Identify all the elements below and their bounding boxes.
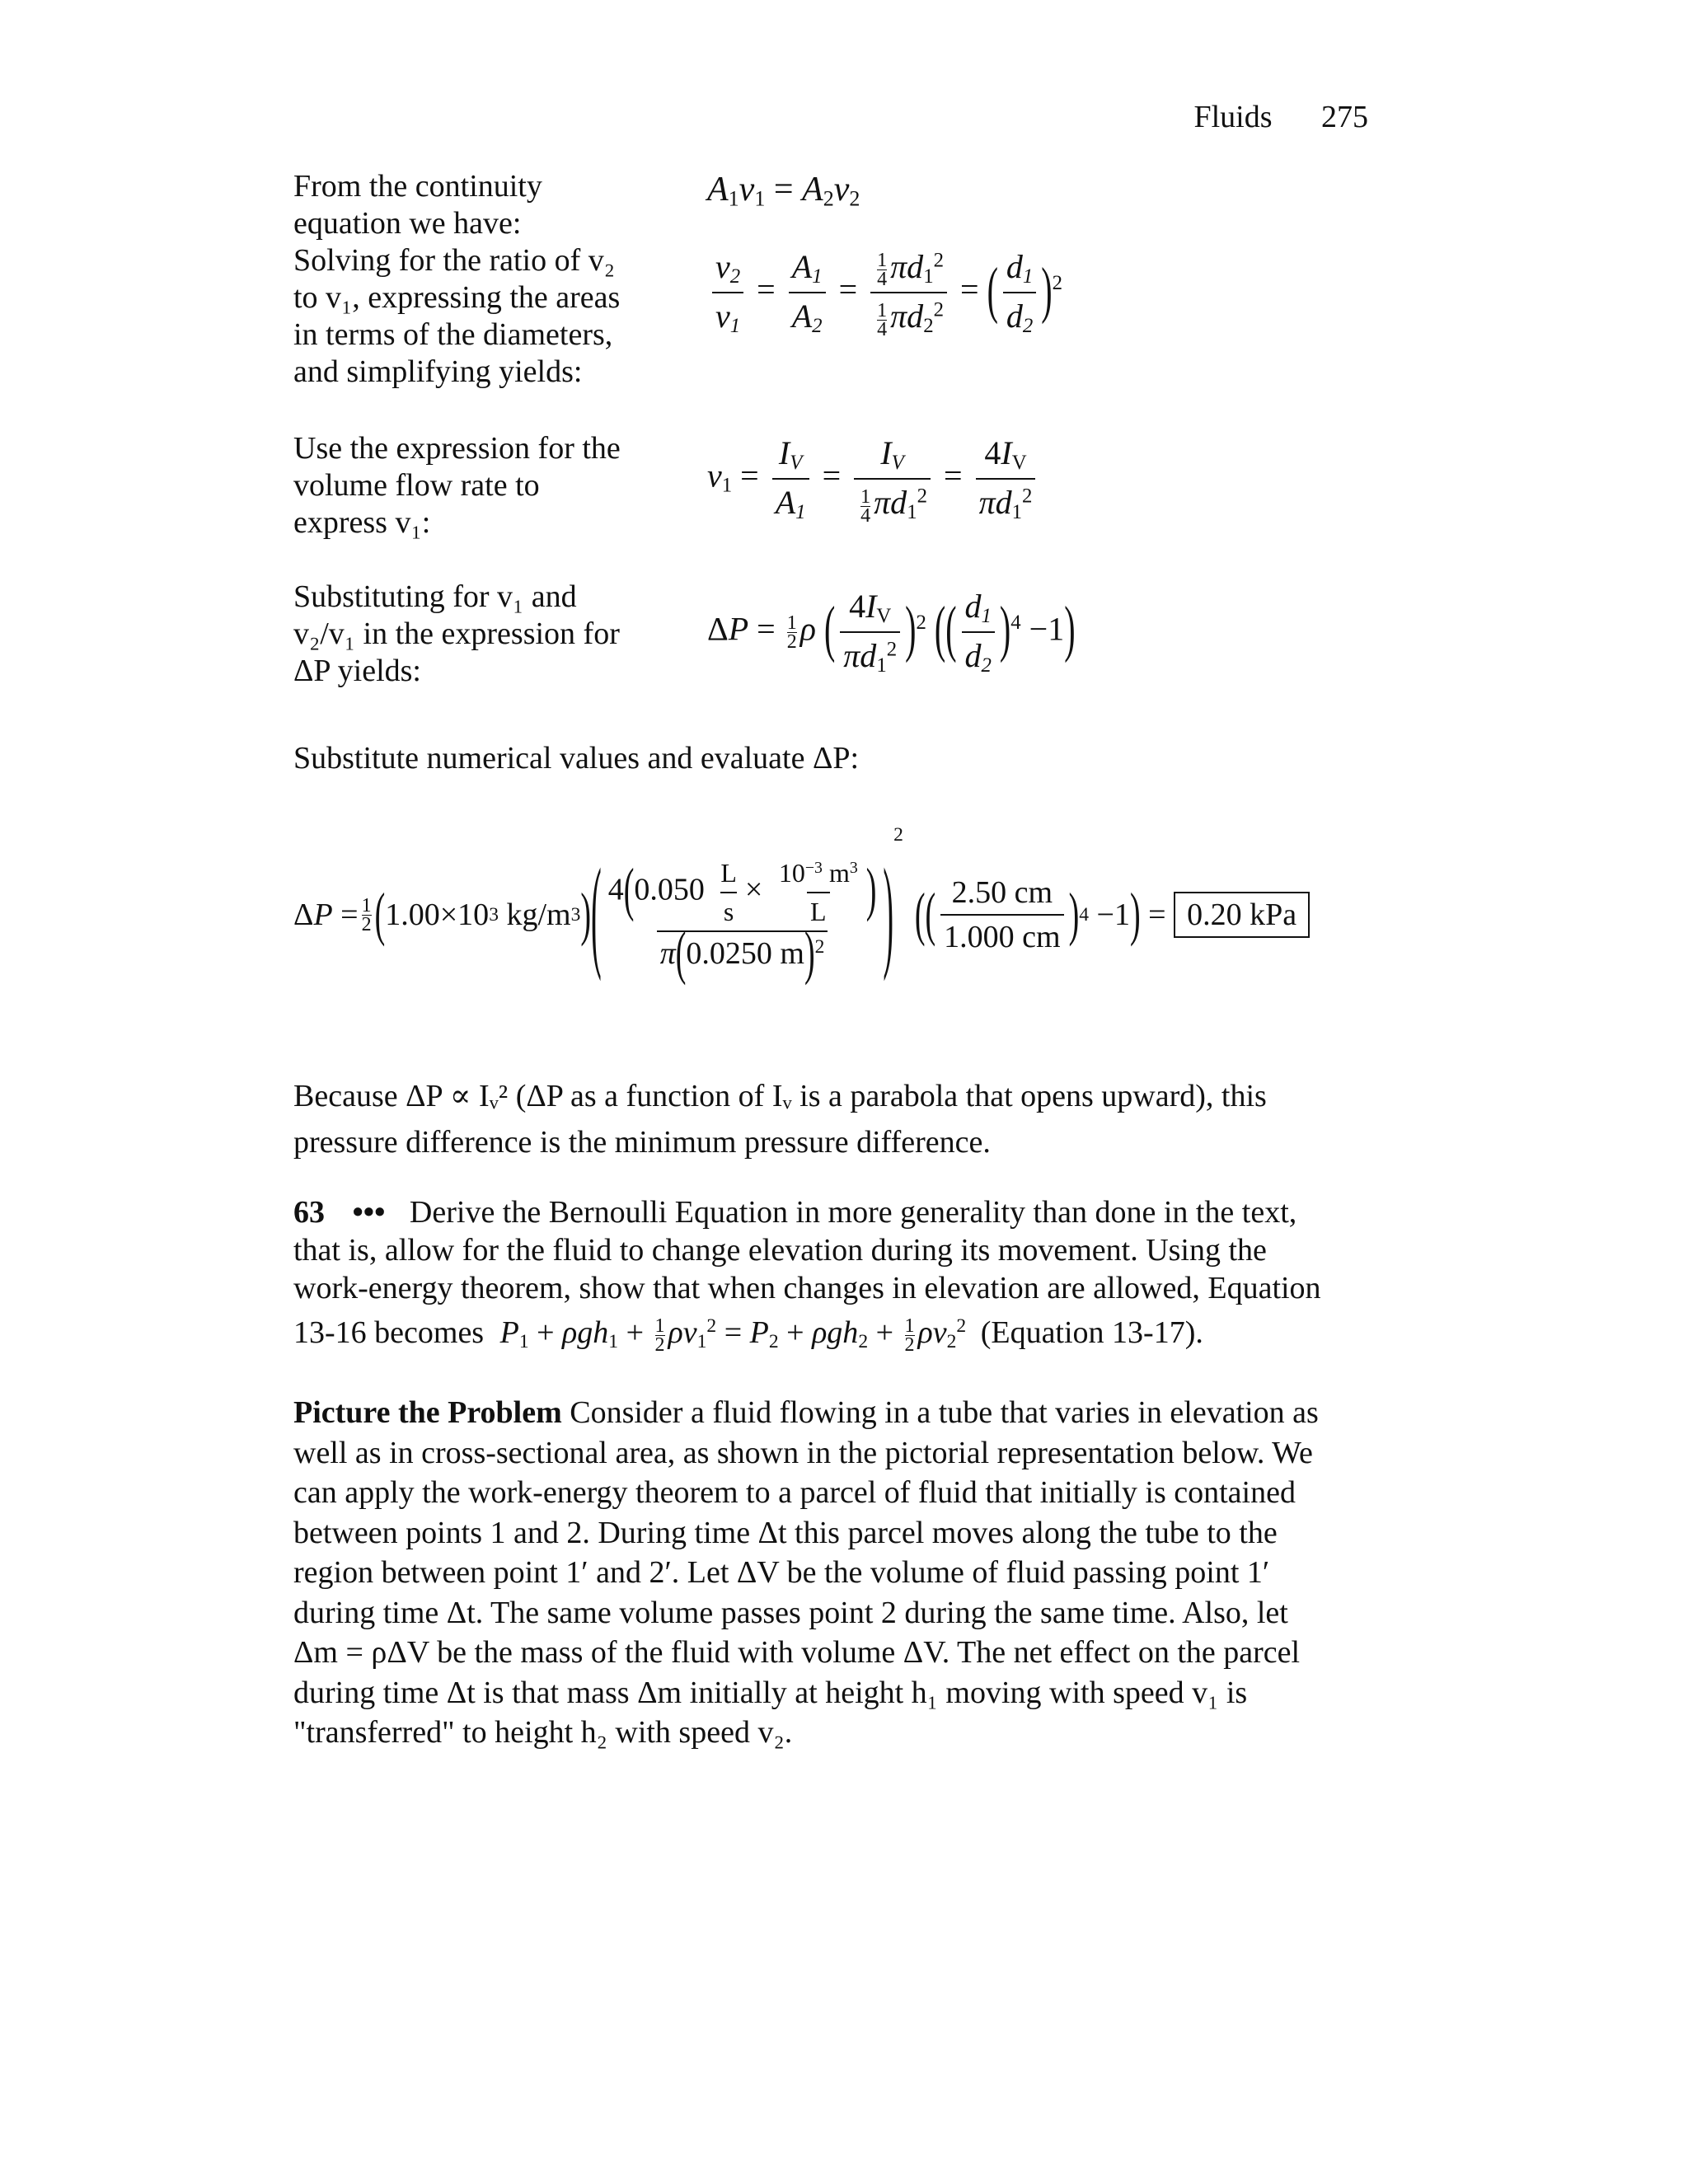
section-title: Fluids <box>1193 100 1273 134</box>
d2-value: 1.000 cm <box>940 914 1063 955</box>
conv-factor: 10 <box>778 858 805 888</box>
problem-text: Derive the Bernoulli Equation in more generality than done in the text, <box>409 1195 1297 1230</box>
step-line: to v₁, expressing the areas <box>293 280 621 315</box>
page-number: 275 <box>1321 100 1368 134</box>
problem-text: that is, allow for the fluid to change elevation during its movement. Using the <box>293 1233 1267 1268</box>
problem-text: 13-16 becomes <box>293 1315 485 1350</box>
picture-text: during time Δt. The same volume passes point 2 during the same time. Also, let <box>293 1595 1288 1630</box>
substitute-instruction: Substitute numerical values and evaluate ΔP: <box>293 741 860 776</box>
conclusion-paragraph <box>293 1073 1373 1165</box>
step-line: express v₁: <box>293 505 431 540</box>
step-line: volume flow rate to <box>293 468 540 503</box>
problem-text-equation <box>293 1307 1373 1361</box>
density-exponent: 3 <box>489 903 499 926</box>
picture-text: can apply the work-energy theorem to a parcel of fluid that initially is contained <box>293 1475 1296 1510</box>
equation-reference: (Equation 13-17). <box>980 1315 1203 1350</box>
step-line: Substituting for v₁ and <box>293 579 577 614</box>
running-header <box>1187 99 1368 136</box>
density-value: 1.00×10 <box>385 898 490 932</box>
step-deltaP-text <box>293 579 648 690</box>
step-line: v₂/v₁ in the expression for <box>293 616 620 651</box>
conv-unit: m <box>828 858 850 888</box>
picture-text: Consider a fluid flowing in a tube that varies in elevation as <box>570 1395 1319 1430</box>
deltaP-equation: ΔP = $\frac{1}{2}$ ρ ( $\frac{4I_V}{\pi d_1^2}$ )$^2$ (( $\frac{d_1}{d_2}$ )$^4$ −1) <box>707 588 1076 677</box>
difficulty-dots: ••• <box>352 1195 386 1230</box>
picture-text: region between point 1′ and 2′. Let ΔV be the volume of fluid passing point 1′ <box>293 1555 1270 1590</box>
step-line: equation we have: <box>293 206 522 241</box>
step-line: in terms of the diameters, <box>293 317 613 352</box>
result-box: 0.20 kPa <box>1174 892 1310 938</box>
step-ratio-text <box>293 242 648 391</box>
step-line: and simplifying yields: <box>293 354 583 389</box>
conclusion-line: Because ΔP ∝ Iᵥ² (ΔP as a function of Iᵥ is a parabola that opens upward), this <box>293 1079 1267 1113</box>
picture-line <box>293 1393 1375 1433</box>
step-line: Use the expression for the <box>293 431 621 466</box>
picture-text: well as in cross-sectional area, as shown in the pictorial representation below. We <box>293 1435 1313 1470</box>
numeric-evaluation: ΔP = $\frac{1}{2}$ ( 1.00×10 3 kg/m 3 ) ( 4(0.050 $\frac{L}{s}$ × $\frac{10^{-3} m^3}{L}$ ) π(0.0250 m)$^2$ ) 2 ( ( $\frac{2.50 cm}{1.000 cm}$ ) 4 −1 ) = 0.20 kPa <box>293 824 1310 1005</box>
ratio-equation: $\frac{v_2}{v_1}$ = $\frac{A_1}{A_2}$ = $\frac{1}{4}$ $\pi d_1^2$ $\frac{1}{4}$ $\pi d_2^2$ = ( $\frac{d_1}{d_2}$ )$^2$ <box>707 247 1062 339</box>
flow-value: 0.050 <box>634 872 705 907</box>
unit-s: s <box>720 892 737 927</box>
bernoulli-equation: $P_1 + \rho gh_1$ + $\frac{1}{2}$ $\rho v_1^2 = P_2 + \rho gh_2$ + $\frac{1}{2}$ $\rho v_2^2$ <box>499 1315 967 1356</box>
radius-value: 0.0250 m <box>686 936 804 971</box>
v1-equation: $v_1$ = $\frac{I_V}{A_1}$ = $I_V$ $\frac{1}{4}$ $\pi d_1^2$ = $\frac{4I_V}{\pi d_1^2}$ <box>707 434 1040 525</box>
picture-heading: Picture the Problem <box>293 1395 562 1430</box>
step-line: Solving for the ratio of v₂ <box>293 243 616 278</box>
problem-text: work-energy theorem, show that when changes in elevation are allowed, Equation <box>293 1271 1321 1305</box>
continuity-equation: $A_1v_1 = A_2v_2$ <box>707 171 860 211</box>
problem-line <box>293 1193 1373 1231</box>
d1-value: 2.50 cm <box>951 875 1053 910</box>
problem-statement <box>293 1193 1373 1361</box>
picture-the-problem <box>293 1393 1375 1753</box>
unit-L: L <box>807 892 830 927</box>
step-flow-text <box>293 430 648 541</box>
picture-text: Δm = ρΔV be the mass of the fluid with volume ΔV. The net effect on the parcel <box>293 1635 1301 1670</box>
problem-number: 63 <box>293 1195 325 1230</box>
picture-text: between points 1 and 2. During time Δt this parcel moves along the tube to the <box>293 1515 1278 1550</box>
picture-text: during time Δt is that mass Δm initially at height h₁ moving with speed v₁ is <box>293 1675 1248 1710</box>
step-line: From the continuity <box>293 169 542 204</box>
conclusion-line: pressure difference is the minimum pressure difference. <box>293 1125 991 1160</box>
unit-L: L <box>720 858 737 888</box>
step-line: ΔP yields: <box>293 654 421 688</box>
conv-exponent: −3 <box>804 859 823 878</box>
step-continuity-text <box>293 168 640 242</box>
density-unit: kg/m <box>506 898 571 932</box>
picture-text: "transferred" to height h₂ with speed v₂. <box>293 1715 793 1750</box>
